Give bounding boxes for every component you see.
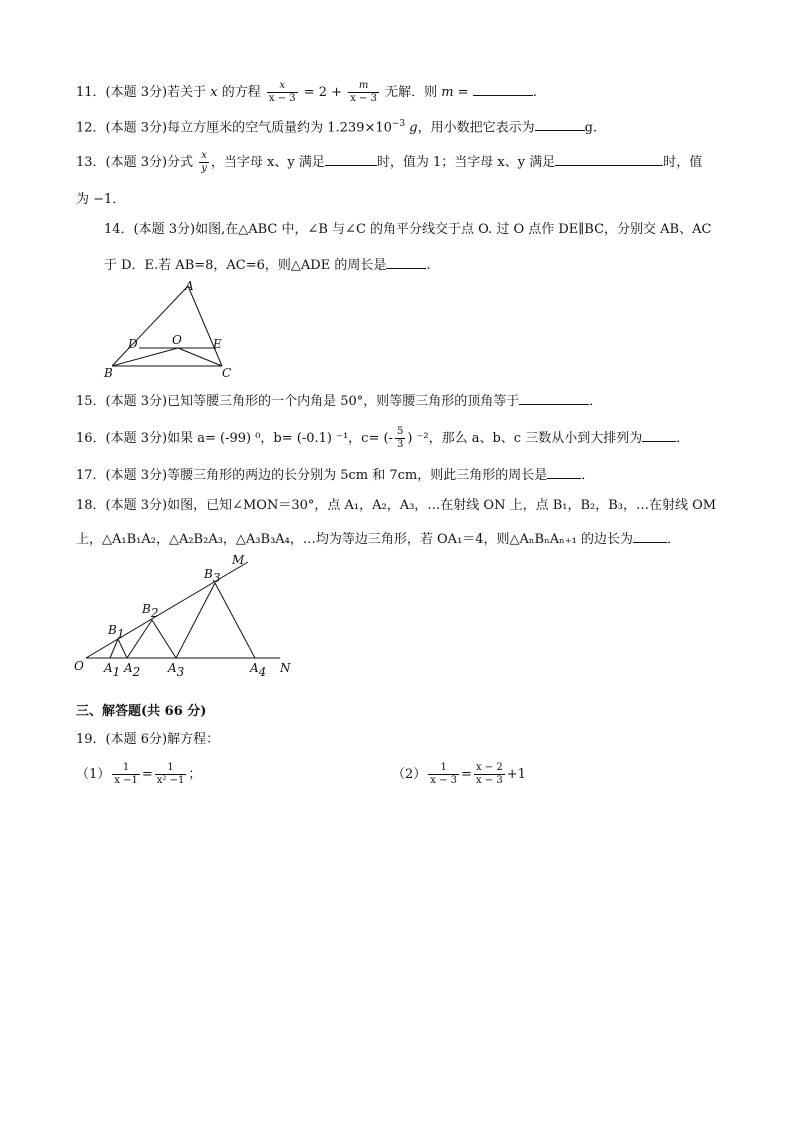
label-c: C — [222, 366, 232, 380]
answer-blank[interactable] — [642, 427, 676, 442]
answer-blank[interactable] — [633, 528, 667, 543]
fraction: $\frac{1}{x -1}$ — [114, 762, 138, 786]
fraction: $\frac{x - 2}{x - 3}$ — [475, 762, 503, 786]
answer-blank[interactable] — [386, 254, 426, 269]
label-m: M — [232, 553, 245, 567]
answer-blank[interactable] — [547, 464, 581, 479]
answer-blank[interactable] — [473, 81, 533, 96]
fraction: $\frac{1}{\text{x² −1}}$ — [156, 762, 185, 786]
question-19-part-1: （1） $\frac{1}{x -1}$ = $\frac{1}{\text{x² −1}}$ ； — [76, 762, 202, 786]
question-14-line2: 于 D．E.若 AB=8，AC=6，则△ADE 的周长是 . — [104, 254, 431, 276]
fraction: $\frac{x}{x - 3}$ — [268, 80, 296, 104]
triangle-figure — [96, 278, 246, 382]
label-b3: B3 — [204, 567, 221, 585]
label-b: B — [104, 366, 113, 380]
question-12: 12．(本题 3分)每立方厘米的空气质量约为 $1.239\times 10^{-3}$ g，用小数把它表示为 g. — [76, 114, 597, 138]
label-o: O — [74, 659, 84, 673]
label-d: D — [128, 337, 138, 351]
answer-blank[interactable] — [325, 151, 377, 166]
answer-blank[interactable] — [535, 116, 585, 131]
question-19: 19．(本题 6分)解方程： — [76, 732, 220, 747]
label-e: E — [213, 337, 222, 351]
question-15: 15．(本题 3分)已知等腰三角形的一个内角是 50°，则等腰三角形的顶角等于 ． — [76, 390, 602, 412]
segment-bo — [112, 348, 178, 366]
question-13-line2: 为 −1． — [76, 192, 126, 207]
fraction: $\frac{x}{y}$ — [201, 150, 207, 174]
fraction: $\frac{5}{3}$ — [396, 426, 404, 450]
question-11: 11．(本题 3分)若关于 x 的方程 $\frac{x}{x - 3}$ = 2 + $\frac{m}{x - 3}$ 无解．则 m = . — [76, 80, 537, 104]
label-a2: A2 — [124, 661, 141, 679]
label-b2: B2 — [142, 602, 159, 620]
answer-blank[interactable] — [555, 151, 663, 166]
fraction: $\frac{1}{x - 3}$ — [430, 762, 458, 786]
question-18-line2: 上，△A₁B₁A₂，△A₂B₂A₃，△A₃B₃A₄，…均为等边三角形，若 OA₁＝4，则△AₙBₙAₙ₊₁ 的边长为 ． — [76, 528, 680, 550]
label-n: N — [280, 661, 291, 675]
label-b1: B1 — [108, 623, 125, 641]
triangle-2 — [127, 620, 176, 658]
section-title: 三、解答题(共 66 分) — [76, 704, 207, 719]
equilateral-triangles-figure — [70, 550, 300, 680]
question-16: 16．(本题 3分)如果 a= (-99) ⁰，b= (-0.1) ⁻¹，c= (- $\frac{5}{3}$ ) ⁻²，那么 a、b、c 三数从小到大排列为 ． — [76, 426, 690, 450]
question-13: 13．(本题 3分)分式 $\frac{x}{y}$ ，当字母 x、y 满足 时，值为 1；当字母 x、y 满足 时，值 — [76, 150, 703, 174]
label-o: O — [172, 333, 182, 347]
triangle-3 — [176, 583, 255, 658]
side-ab — [112, 286, 188, 366]
question-14: 14．(本题 3分)如图,在△ABC 中，∠B 与∠C 的角平分线交于点 O. 过 O 点作 DE∥BC，分别交 AB、AC — [104, 222, 712, 237]
label-a4: A4 — [250, 661, 267, 679]
answer-blank[interactable] — [519, 390, 589, 405]
label-a3: A3 — [168, 661, 185, 679]
question-17: 17．(本题 3分)等腰三角形的两边的长分别为 5cm 和 7cm，则此三角形的周长是 ． — [76, 464, 594, 486]
label-a1: A1 — [104, 661, 121, 679]
question-18: 18．(本题 3分)如图，已知∠MON＝30°，点 A₁，A₂，A₃，…在射线 ON 上，点 B₁，B₂，B₃，…在射线 OM — [76, 498, 717, 513]
fraction: $\frac{m}{x - 3}$ — [350, 80, 377, 104]
label-a: A — [185, 279, 194, 293]
question-19-part-2: （2） $\frac{1}{x - 3}$ = $\frac{x - 2}{x - 3}$ +1 — [392, 762, 526, 786]
